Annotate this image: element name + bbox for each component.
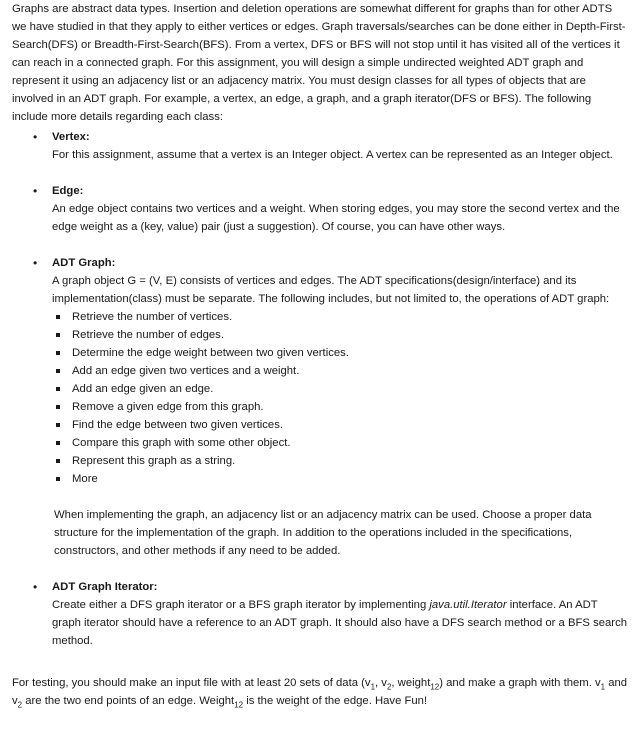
bullet-dot: • (33, 256, 38, 270)
bullet-dot: • (33, 580, 38, 594)
list-item (52, 326, 628, 344)
list-item (52, 398, 628, 416)
subscript: 12 (234, 700, 244, 710)
subscript: 12 (430, 682, 440, 692)
list-item (52, 434, 628, 452)
operation-text: Compare this graph with some other object. (72, 437, 291, 449)
square-bullet-icon (56, 477, 60, 481)
iterator-text-after: interface. An ADT graph iterator should have a reference to an ADT graph. It should also have a DFS search method or a BFS search method. (52, 599, 627, 647)
section-vertex (12, 128, 628, 164)
graph-heading: ADT Graph: (52, 257, 116, 269)
operation-text: Determine the edge weight between two given vertices. (72, 347, 349, 359)
subscript: 1 (600, 682, 606, 692)
operation-text: Add an edge given two vertices and a weight. (72, 365, 300, 377)
list-item (52, 308, 628, 326)
operation-text: Retrieve the number of vertices. (72, 311, 233, 323)
square-bullet-icon (56, 333, 60, 337)
graph-operations-list (52, 308, 628, 488)
list-item (52, 470, 628, 488)
list-item (52, 380, 628, 398)
square-bullet-icon (56, 387, 60, 391)
closing-text: and v (12, 677, 628, 707)
square-bullet-icon (56, 441, 60, 445)
closing-paragraph (12, 674, 628, 710)
iterator-heading: ADT Graph Iterator: (52, 581, 158, 593)
square-bullet-icon (56, 459, 60, 463)
vertex-heading: Vertex: (52, 131, 90, 143)
closing-text: are the two end points of an edge. Weight (22, 695, 235, 707)
iterator-description (52, 596, 628, 650)
section-adt-graph (12, 254, 628, 560)
square-bullet-icon (56, 369, 60, 373)
section-graph-iterator (12, 578, 628, 650)
operation-text: Retrieve the number of edges. (72, 329, 224, 341)
square-bullet-icon (56, 351, 60, 355)
bullet-dot: • (33, 130, 38, 144)
closing-text: , weight (391, 677, 431, 689)
subscript: 1 (370, 682, 376, 692)
closing-text: For testing, you should make an input file with at least 20 sets of data (v (12, 677, 371, 689)
operation-text: Find the edge between two given vertices. (72, 419, 284, 431)
graph-implementation-note: When implementing the graph, an adjacency list or an adjacency matrix can be used. Choose a proper data structure for the implementation of the graph. In addition to the operations included in the specifications, constructors, and other methods if any need to be added. (54, 509, 592, 557)
operation-text: Add an edge given an edge. (72, 383, 214, 395)
operation-text: Represent this graph as a string. (72, 455, 236, 467)
operation-text: Remove a given edge from this graph. (72, 401, 264, 413)
operation-text: More (72, 473, 98, 485)
list-item (52, 362, 628, 380)
edge-heading: Edge: (52, 185, 84, 197)
vertex-description: For this assignment, assume that a vertex is an Integer object. A vertex can be represented as an Integer object. (52, 149, 613, 161)
iterator-text-before: Create either a DFS graph iterator or a BFS graph iterator by implementing (52, 599, 430, 611)
list-item (52, 416, 628, 434)
square-bullet-icon (56, 423, 60, 427)
edge-description: An edge object contains two vertices and a weight. When storing edges, you may store the second vertex and the edge weight as a (key, value) pair (just a suggestion). Of course, you can have other ways. (52, 203, 620, 233)
closing-text: , v (375, 677, 387, 689)
iterator-interface-name: java.util.Iterator (429, 599, 507, 611)
closing-text: ) and make a graph with them. v (439, 677, 601, 689)
list-item (52, 344, 628, 362)
subscript: 2 (17, 700, 23, 710)
graph-description: A graph object G = (V, E) consists of vertices and edges. The ADT specifications(design/interface) and its implementation(class) must be separate. The following includes, but not limited to, the operations of ADT graph: (52, 275, 610, 305)
closing-text: is the weight of the edge. Have Fun! (243, 695, 428, 707)
square-bullet-icon (56, 315, 60, 319)
list-item (52, 452, 628, 470)
bullet-dot: • (33, 184, 38, 198)
section-edge (12, 182, 628, 236)
intro-paragraph: Graphs are abstract data types. Insertion and deletion operations are somewhat different for graphs than for other ADTS we have studied in that they apply to either vertices or edges. Graph traversals/searches can be done either in Depth-First-Search(DFS) or Breadth-First-Search(BFS). From a vertex, DFS or BFS will not stop until it has visited all of the vertices it can reach in a connected graph. For this assignment, you will design a simple undirected weighted ADT graph and represent it using an adjacency list or an adjacency matrix. You must design classes for all types of objects that are involved in an ADT graph. For example, a vertex, an edge, a graph, and a graph iterator(DFS or BFS). The following include more details regarding each class: (12, 3, 626, 123)
subscript: 2 (386, 682, 392, 692)
square-bullet-icon (56, 405, 60, 409)
